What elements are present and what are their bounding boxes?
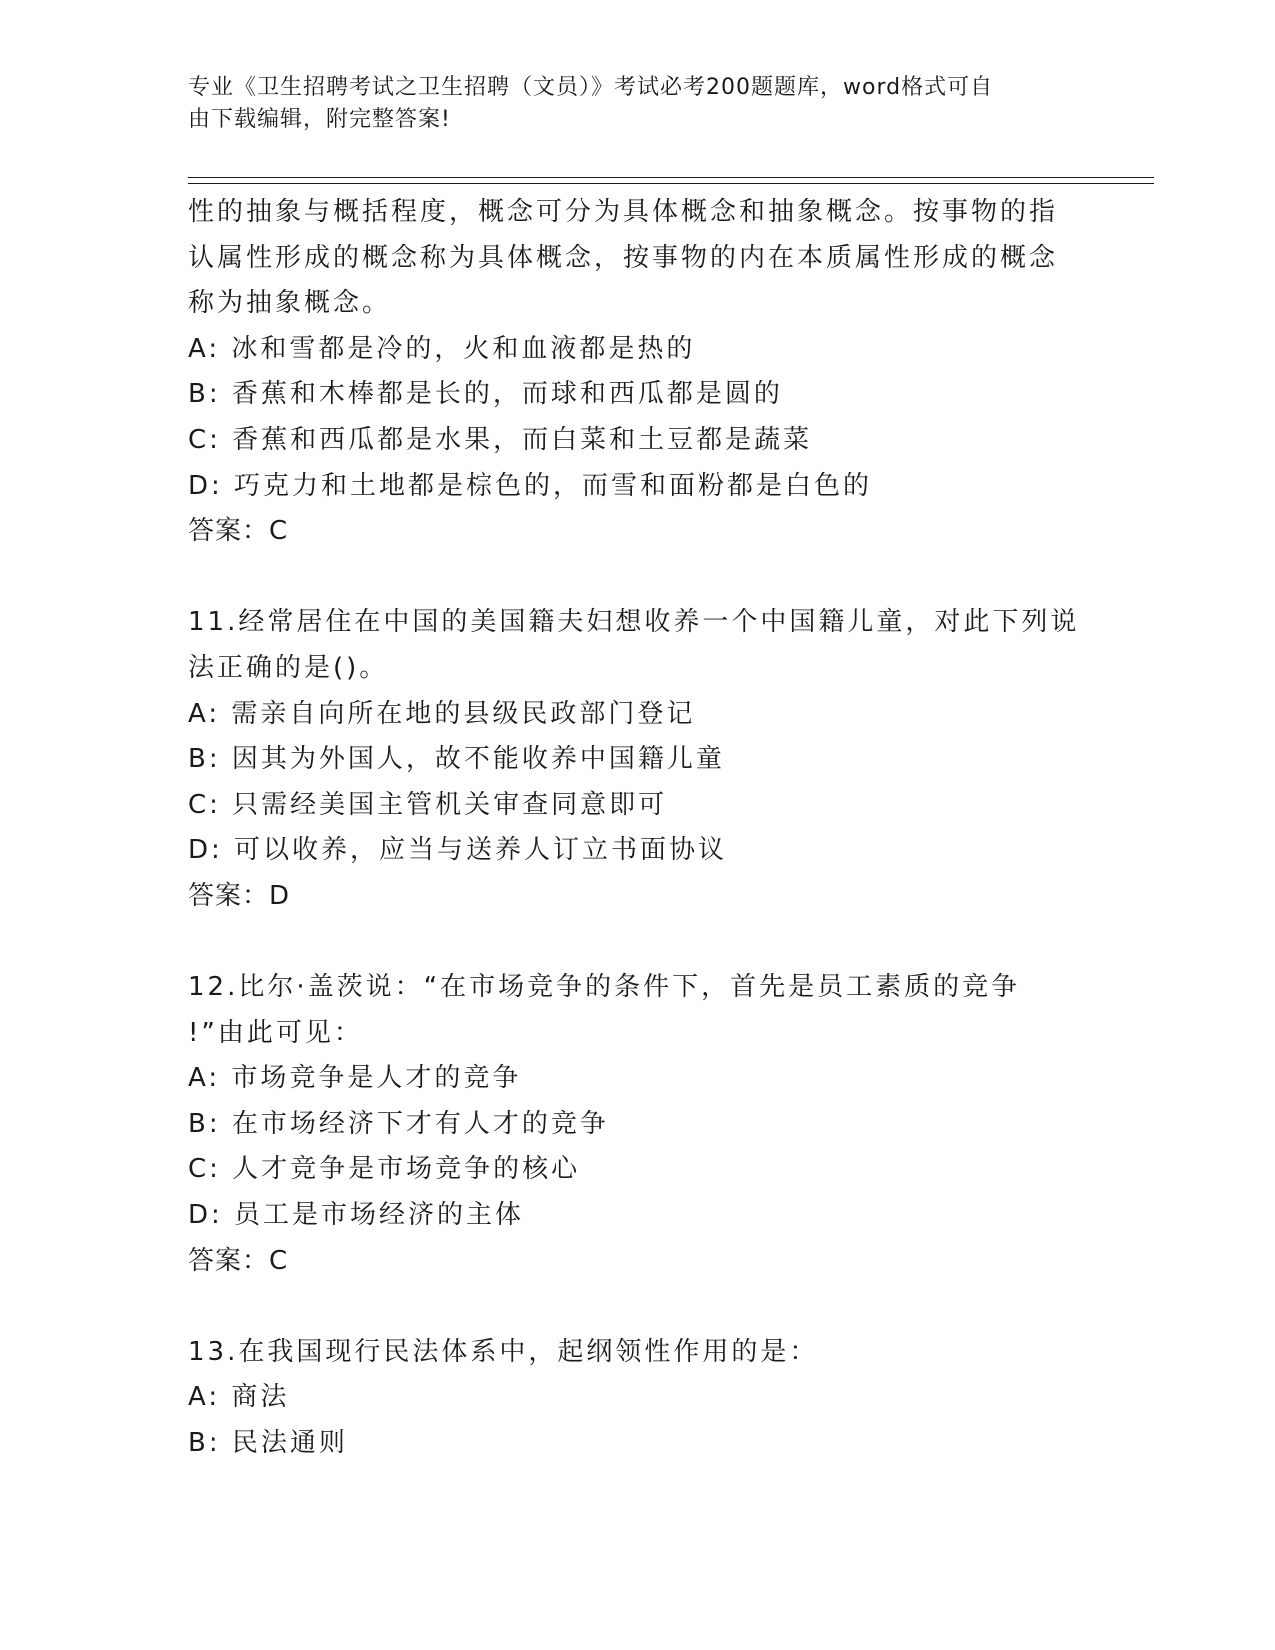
header-title-line-2: 由下载编辑，附完整答案! xyxy=(188,107,451,132)
answer-line: 答案：C xyxy=(188,1245,289,1276)
question-text-line: 13.在我国现行民法体系中，起纲领性作用的是： xyxy=(188,1336,819,1367)
question-11 xyxy=(188,600,1088,919)
document-header xyxy=(188,72,1068,136)
header-title-line-1: 专业《卫生招聘考试之卫生招聘（文员）》考试必考200题题库，word格式可自 xyxy=(188,75,994,100)
spacer xyxy=(188,1284,1088,1330)
header-divider-top xyxy=(188,177,1154,178)
option-a: A: 市场竞争是人才的竞争 xyxy=(188,1063,522,1094)
question-13 xyxy=(188,1330,1088,1467)
option-b: B: 香蕉和木棒都是长的，而球和西瓜都是圆的 xyxy=(188,379,783,410)
option-b: B: 民法通则 xyxy=(188,1428,348,1459)
option-d: D: 可以收养，应当与送养人订立书面协议 xyxy=(188,835,728,866)
answer-line: 答案：D xyxy=(188,880,291,911)
option-c: C: 人才竞争是市场竞争的核心 xyxy=(188,1154,581,1185)
option-d: D: 巧克力和土地都是棕色的，而雪和面粉都是白色的 xyxy=(188,470,873,501)
option-b: B: 在市场经济下才有人才的竞争 xyxy=(188,1108,609,1139)
option-a: A: 需亲自向所在地的县级民政部门登记 xyxy=(188,698,696,729)
option-a: A: 商法 xyxy=(188,1382,290,1413)
question-text-line: 12.比尔·盖茨说：“在市场竞争的条件下，首先是员工素质的竞争 xyxy=(188,972,1021,1003)
question-text-line: 称为抽象概念。 xyxy=(188,288,392,319)
option-c: C: 香蕉和西瓜都是水果，而白菜和土豆都是蔬菜 xyxy=(188,424,813,455)
question-10-continued xyxy=(188,190,1088,555)
question-text-line: 法正确的是()。 xyxy=(188,652,389,683)
question-text-line: !”由此可见： xyxy=(188,1017,363,1048)
spacer xyxy=(188,920,1088,966)
question-content xyxy=(188,190,1088,1467)
question-text-line: 11.经常居住在中国的美国籍夫妇想收养一个中国籍儿童，对此下列说 xyxy=(188,607,1080,638)
question-text-line: 性的抽象与概括程度，概念可分为具体概念和抽象概念。按事物的指 xyxy=(188,197,1059,227)
option-c: C: 只需经美国主管机关审查同意即可 xyxy=(188,789,668,820)
answer-line: 答案：C xyxy=(188,516,289,547)
spacer xyxy=(188,555,1088,601)
option-a: A: 冰和雪都是冷的，火和血液都是热的 xyxy=(188,333,696,364)
option-b: B: 因其为外国人，故不能收养中国籍儿童 xyxy=(188,744,725,775)
header-divider-bottom xyxy=(188,183,1154,184)
option-d: D: 员工是市场经济的主体 xyxy=(188,1200,525,1231)
question-text-line: 认属性形成的概念称为具体概念，按事物的内在本质属性形成的概念 xyxy=(188,242,1059,273)
question-12 xyxy=(188,965,1088,1284)
